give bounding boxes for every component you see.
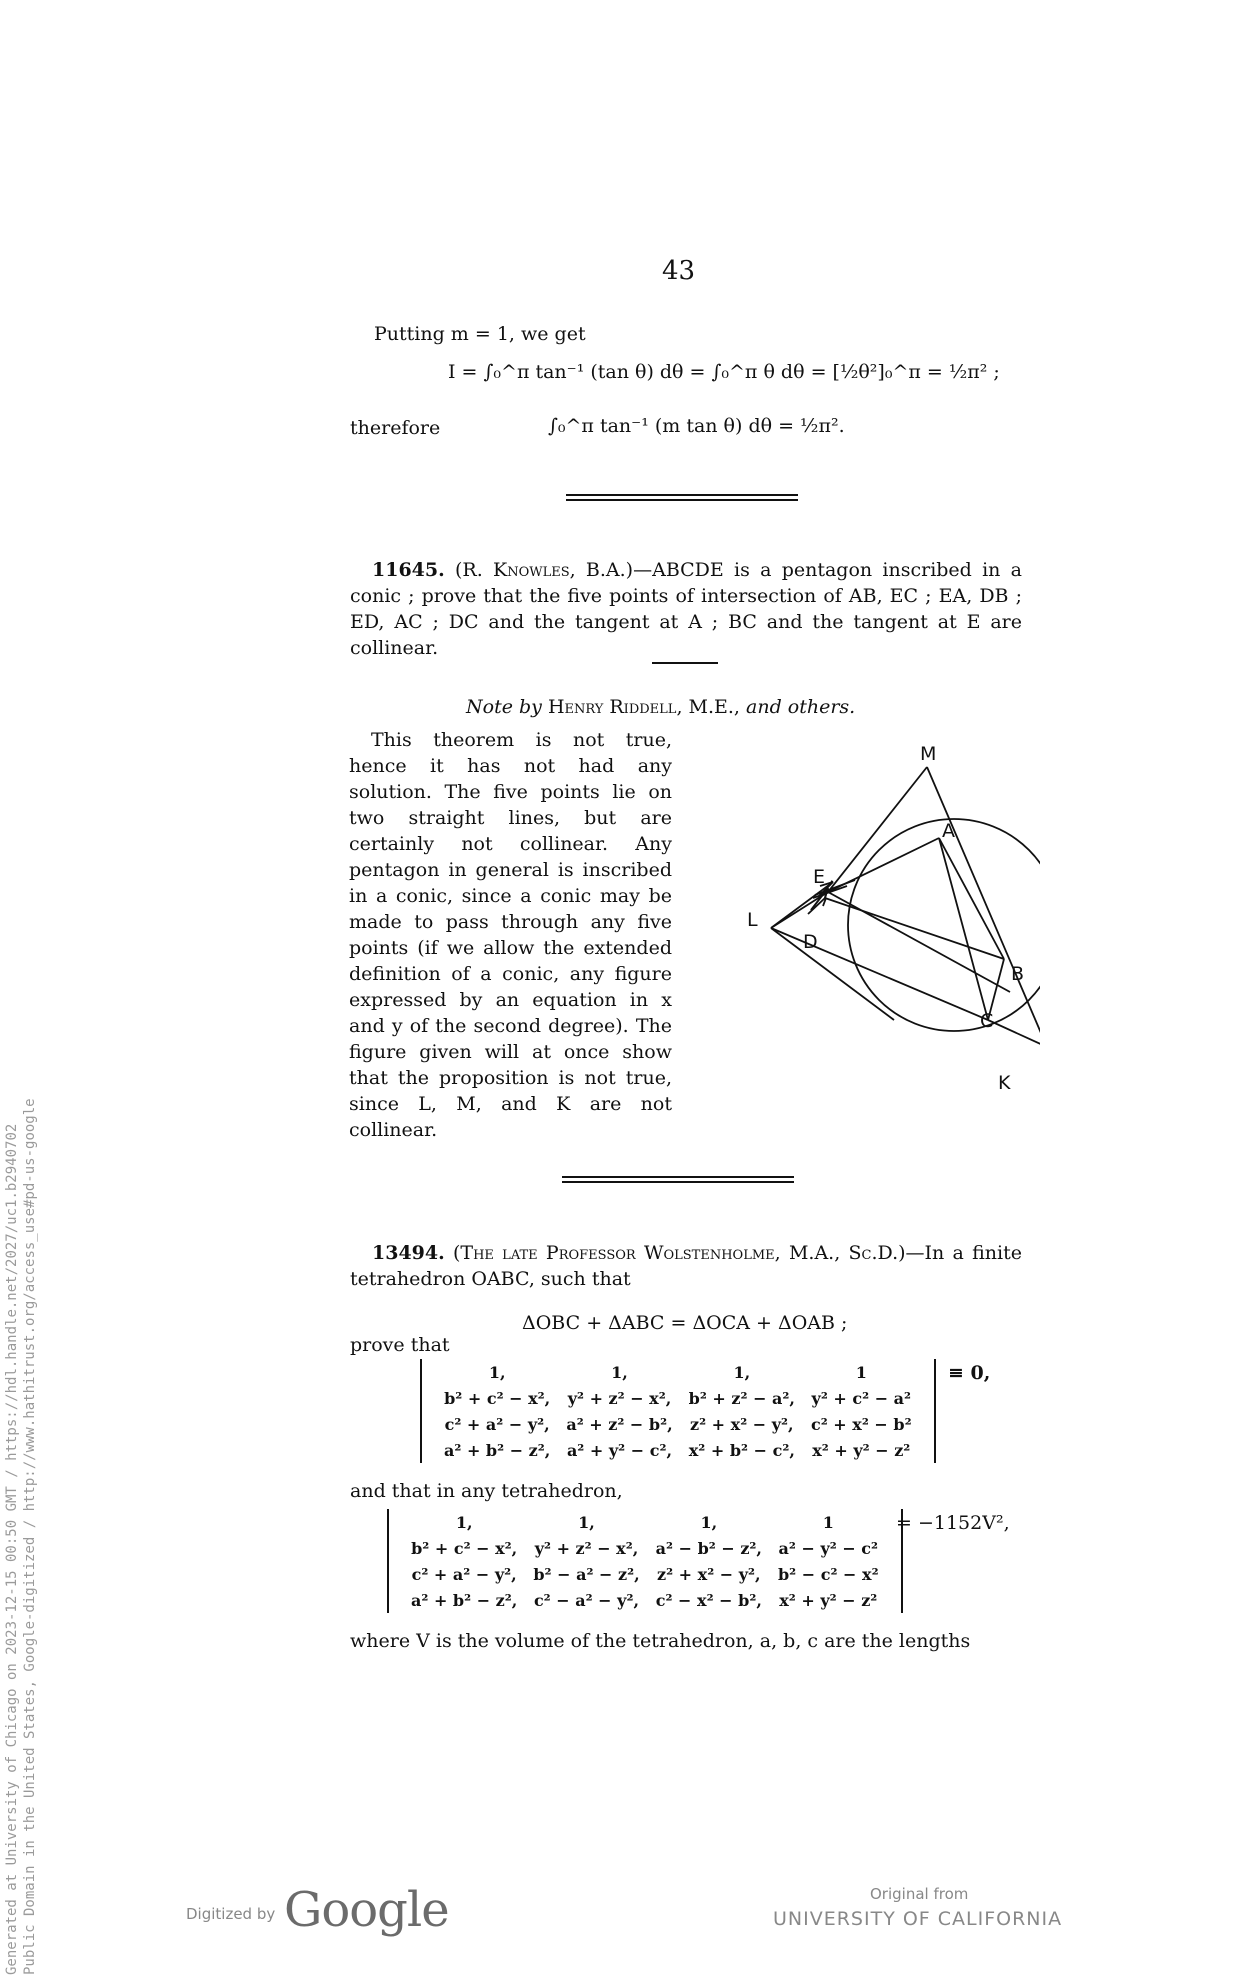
det1-cell: 1: [855, 1362, 867, 1382]
det1-cell: y² + z² − x²,: [567, 1388, 672, 1408]
det2-cell: 1,: [700, 1512, 718, 1532]
section-divider: [566, 494, 798, 501]
label-a: A: [942, 820, 955, 842]
problem-13494-statement: [350, 1240, 1022, 1292]
det1-cell: x² + b² − c²,: [688, 1440, 795, 1460]
label-d: D: [803, 931, 818, 953]
page-number: 43: [662, 256, 696, 286]
det2-cell: 1: [822, 1512, 834, 1532]
note-others: and others.: [746, 696, 856, 718]
therefore-text: therefore: [350, 417, 441, 439]
det2-cell: 1,: [578, 1512, 595, 1532]
and-that-text: and that in any tetrahedron,: [350, 1480, 623, 1502]
note-body: This theorem is not true, hence it has not had any solution. The five points lie on two straight lines, but are certainly not collinear. Any pentagon in general is inscribed in a conic, since a conic may be made to pass through any five points (if we allow the extended definition of a conic, any figure expressed by an equation in x and y of the second degree). The figure given will at once show that the proposition is not true, since L, M, and K are not collinear.: [349, 729, 672, 1141]
note-author: Henry Riddell: [547, 696, 677, 718]
equation-2: ∫₀^π tan⁻¹ (m tan θ) dθ = ½π².: [548, 415, 845, 437]
problem-author: (R. Knowles, B.A.): [454, 559, 634, 581]
label-l: L: [747, 909, 758, 931]
det2-cell: a² − b² − z²,: [655, 1538, 762, 1558]
hathitrust-watermark: [0, 985, 40, 1975]
watermark-line-1: Generated at University of Chicago on 2023-12-15 00:50 GMT / https://hdl.handle.net/2027/uc1.b2940702: [4, 1123, 20, 1975]
problem-number: 11645.: [372, 559, 445, 581]
det1-cell: 1,: [488, 1362, 506, 1382]
det2-cell: c² + a² − y²,: [411, 1564, 517, 1584]
determinant-2-result: = −1152V²,: [896, 1512, 1010, 1534]
determinant-1-result: ≡ 0,: [948, 1362, 991, 1384]
det1-cell: z² + x² − y²,: [690, 1414, 794, 1434]
label-e: E: [813, 866, 826, 888]
det2-cell: b² + c² − x²,: [411, 1538, 518, 1558]
institution-text: UNIVERSITY OF CALIFORNIA: [773, 1908, 1063, 1930]
det2-cell: x² + y² − z²: [779, 1590, 878, 1610]
problem-number-2: 13494.: [372, 1242, 445, 1264]
pentagon-figure: [680, 730, 1040, 1110]
det2-cell: a² − y² − c²: [778, 1538, 879, 1558]
intro-text: Putting m = 1, we get: [374, 323, 586, 345]
prove-that-text: prove that: [350, 1334, 450, 1356]
det2-cell: c² − a² − y²,: [533, 1590, 640, 1610]
det1-cell: a² + b² − z²,: [444, 1440, 551, 1460]
det2-cell: b² − c² − x²: [777, 1564, 879, 1584]
problem-author-2: (The late Professor Wolstenholme, M.A., Sc.D.): [453, 1242, 906, 1264]
det1-cell: y² + c² − a²: [811, 1388, 912, 1408]
label-b: B: [1011, 963, 1025, 985]
det2-cell: c² − x² − b²,: [655, 1590, 762, 1610]
label-k: K: [998, 1072, 1011, 1094]
det1-cell: c² + a² − y²,: [444, 1414, 550, 1434]
google-logo: Google: [284, 1882, 449, 1938]
label-c: C: [980, 1010, 994, 1032]
det1-cell: a² + y² − c²,: [566, 1440, 673, 1460]
note-heading: [466, 694, 855, 720]
det2-cell: y² + z² − x²,: [534, 1538, 639, 1558]
det1-cell: 1,: [733, 1362, 751, 1382]
det1-cell: x² + y² − z²: [812, 1440, 911, 1460]
section-divider-2: [562, 1176, 794, 1183]
short-divider: [652, 662, 718, 664]
area-condition: ΔOBC + ΔABC = ΔOCA + ΔOAB ;: [522, 1312, 848, 1334]
determinant-2: [387, 1509, 903, 1613]
det1-cell: c² + x² − b²: [810, 1414, 912, 1434]
det2-cell: 1,: [455, 1512, 473, 1532]
equation-1: I = ∫₀^π tan⁻¹ (tan θ) dθ = ∫₀^π θ dθ = [½θ²]₀^π = ½π² ;: [448, 361, 1000, 383]
problem-text: —ABCDE is a pentagon inscribed in a conic ; prove that the five points of intersection of AB, EC ; EA, DB ; ED, AC ; DC and the tangent at A ; BC and the tangent at E are collinear.: [350, 559, 1022, 659]
problem-text-2: —In a finite tetrahedron OABC, such that: [350, 1242, 1023, 1290]
original-from-text: Original from: [870, 1885, 969, 1903]
det1-cell: 1,: [611, 1362, 628, 1382]
det2-cell: z² + x² − y²,: [657, 1564, 761, 1584]
watermark-line-2: Public Domain in the United States, Google-digitized / http://www.hathitrust.org/access_use#pd-us-google: [22, 1098, 38, 1975]
det1-cell: a² + z² − b²,: [566, 1414, 673, 1434]
det1-cell: b² + z² − a²,: [688, 1388, 795, 1408]
note-prefix: Note by: [466, 696, 542, 718]
det2-cell: a² + b² − z²,: [411, 1590, 518, 1610]
det2-cell: b² − a² − z²,: [533, 1564, 640, 1584]
label-m: M: [920, 743, 937, 765]
determinant-1: [420, 1359, 936, 1463]
problem-11645-statement: [350, 557, 1022, 661]
conic-circle: [848, 819, 1040, 1031]
det1-cell: b² + c² − x²,: [444, 1388, 551, 1408]
closing-line: where V is the volume of the tetrahedron, a, b, c are the lengths: [350, 1630, 971, 1652]
note-suffix: , M.E.,: [676, 696, 746, 718]
digitized-by-text: Digitized by: [186, 1905, 276, 1923]
